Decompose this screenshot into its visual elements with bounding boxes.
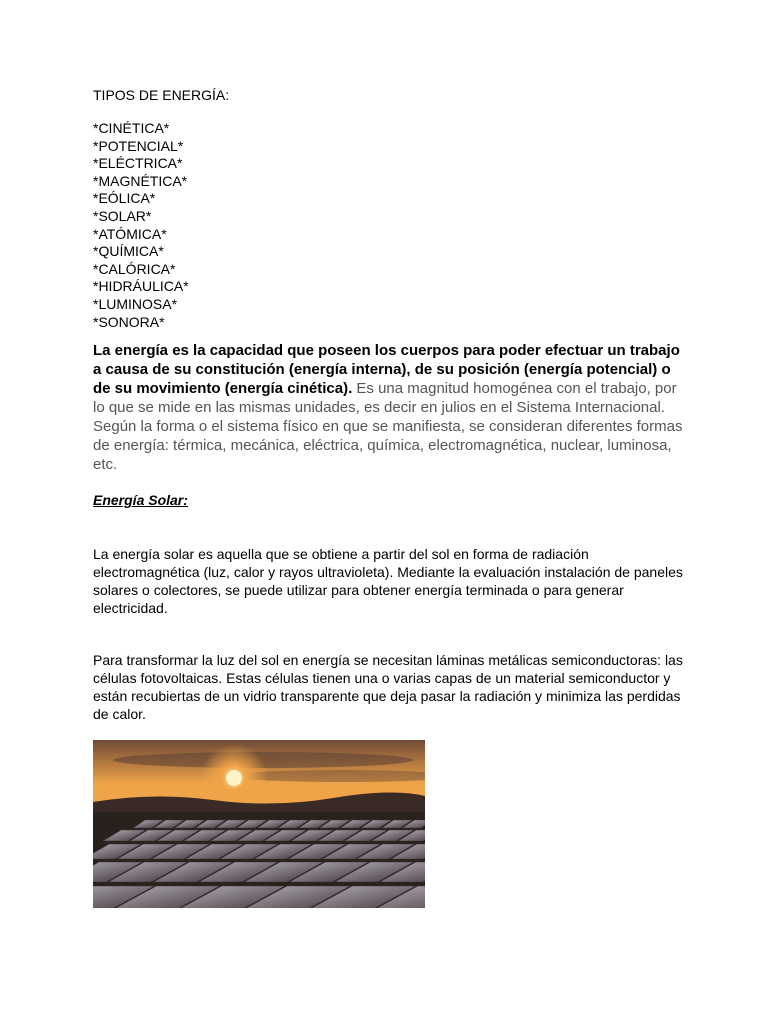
sun: [226, 770, 242, 786]
energy-type-item: *LUMINOSA*: [93, 295, 178, 312]
intro-gray-text: Es una magnitud homogénea con el trabajo, por lo que se mide en las mismas unidades, es decir en julios en el Sistema Internacional. Según la forma o el sistema físico en que se manifiesta, se consideran diferentes formas de energía: térmica, mecánica, eléctrica, química, electromagnética, nuclear, luminosa, etc.: [93, 380, 683, 474]
document-page: [93, 86, 683, 908]
solar-paragraph-2: Para transformar la luz del sol en energía se necesitan láminas metálicas semiconductoras: las células fotovoltaicas. Estas células tienen una o varias capas de un material semiconductor y están recubiertas de un vidrio transparente que deja pasar la radiación y minimiza las perdidas de calor.: [93, 652, 683, 723]
energy-type-item: *HIDRÁULICA*: [93, 278, 189, 295]
intro-paragraph: [93, 341, 683, 474]
solar-paragraph-1: La energía solar es aquella que se obtiene a partir del sol en forma de radiación electromagnética (luz, calor y rayos ultravioleta). Mediante la evaluación instalación de paneles solares o colectores, se puede utilizar para obtener energía terminada o para generar electricidad.: [93, 546, 683, 617]
energy-type-item: *EÓLICA*: [93, 190, 156, 207]
solar-panels-image: [93, 740, 425, 908]
energy-type-item: *ATÓMICA*: [93, 225, 167, 242]
intro-bold-text: La energía es la capacidad que poseen los cuerpos para poder efectuar un trabajo a causa de su constitución (energía interna), de su posición (energía potencial) o de su movimiento (energía cinética).: [93, 342, 680, 398]
solar-panel-rows: [93, 820, 425, 908]
energy-type-item: *CINÉTICA*: [93, 120, 170, 136]
energy-type-item: *ELÉCTRICA*: [93, 155, 183, 172]
energy-type-item: *CALÓRICA*: [93, 260, 176, 277]
document-title: TIPOS DE ENERGÍA:: [93, 87, 230, 103]
energy-type-item: *SOLAR*: [93, 207, 152, 224]
section-heading-solar: Energía Solar:: [93, 492, 188, 509]
energy-type-item: *POTENCIAL*: [93, 137, 184, 154]
energy-types-list: [93, 120, 683, 331]
energy-type-item: *QUÍMICA*: [93, 243, 164, 260]
energy-type-item: *MAGNÉTICA*: [93, 172, 188, 189]
solar-panels-illustration: [93, 740, 425, 908]
energy-type-item: *SONORA*: [93, 313, 165, 330]
